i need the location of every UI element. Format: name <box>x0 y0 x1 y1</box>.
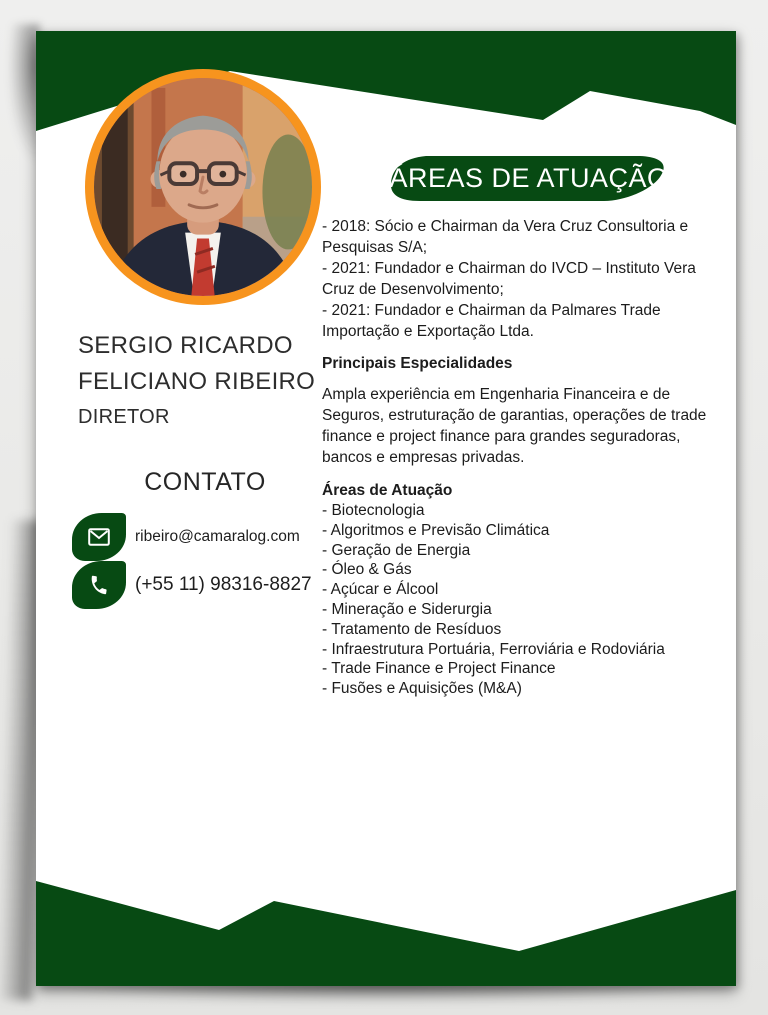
portrait-illustration <box>94 78 312 296</box>
email-value: ribeiro@camaralog.com <box>135 528 300 545</box>
phone-value: (+55 11) 98316-8827 <box>135 574 312 595</box>
email-leaf-badge <box>72 513 126 561</box>
areas-banner <box>389 156 669 201</box>
experience-list <box>322 216 728 342</box>
area-item: - Mineração e Siderurgia <box>322 600 492 618</box>
role-title: DIRETOR <box>78 406 170 428</box>
name-line-2: FELICIANO RIBEIRO <box>78 368 316 395</box>
area-item: - Óleo & Gás <box>322 561 412 579</box>
areas-list <box>322 501 728 699</box>
envelope-icon <box>87 527 111 547</box>
main-content-column <box>322 216 728 699</box>
area-item: - Biotecnologia <box>322 502 425 519</box>
phone-leaf-badge <box>72 561 126 609</box>
contact-email-row <box>72 513 338 561</box>
area-item: - Fusões e Aquisições (M&A) <box>322 680 522 698</box>
specialties-text: Ampla experiência em Engenharia Financeira e de Seguros, estruturação de garantias, operações de trade finance e project finance para grandes seguradoras, bancos e empresas privadas. <box>322 386 707 466</box>
phone-icon <box>88 574 110 596</box>
areas-banner-title: ÁREAS DE ATUAÇÃO <box>389 163 669 193</box>
contact-phone-row <box>72 561 338 609</box>
specialties-heading: Principais Especialidades <box>322 355 513 372</box>
experience-item: - 2018: Sócio e Chairman da Vera Cruz Consultoria e Pesquisas S/A; <box>322 218 689 256</box>
footer-green-band <box>36 876 736 986</box>
profile-name-block <box>78 328 315 434</box>
cv-page <box>36 31 736 986</box>
area-item: - Açúcar e Álcool <box>322 581 439 599</box>
profile-photo <box>85 69 321 305</box>
contact-heading: CONTATO <box>144 468 266 496</box>
experience-item: - 2021: Fundador e Chairman do IVCD – Instituto Vera Cruz de Desenvolvimento; <box>322 260 696 298</box>
experience-item: - 2021: Fundador e Chairman da Palmares Trade Importação e Exportação Ltda. <box>322 302 661 340</box>
name-line-1: SERGIO RICARDO <box>78 332 293 359</box>
area-item: - Tratamento de Resíduos <box>322 620 502 638</box>
areas-list-heading: Áreas de Atuação <box>322 482 453 499</box>
contact-section <box>72 468 338 609</box>
area-item: - Infraestrutura Portuária, Ferroviária e Rodoviária <box>322 640 665 658</box>
area-item: - Algoritmos e Previsão Climática <box>322 521 550 539</box>
area-item: - Trade Finance e Project Finance <box>322 660 556 678</box>
area-item: - Geração de Energia <box>322 541 471 559</box>
